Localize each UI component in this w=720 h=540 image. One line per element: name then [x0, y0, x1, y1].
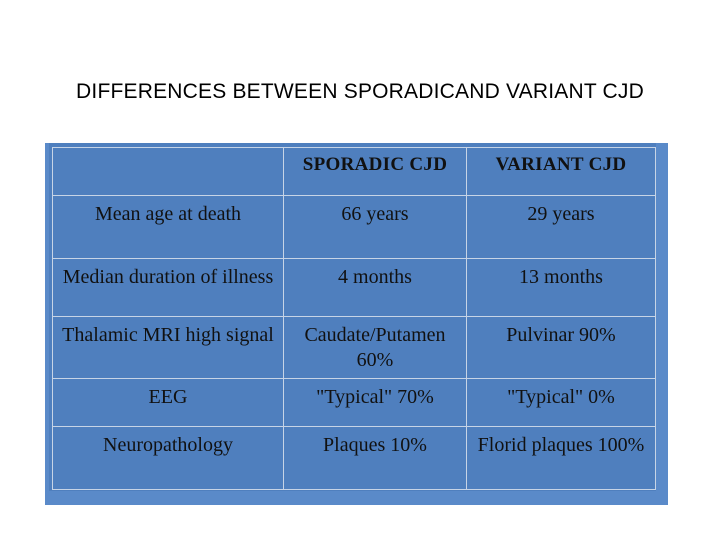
sporadic-cell: 66 years — [284, 196, 467, 259]
feature-cell: Mean age at death — [53, 196, 284, 259]
variant-cell: "Typical" 0% — [467, 379, 656, 427]
header-cell-feature — [53, 148, 284, 196]
panel-edge-left — [45, 143, 49, 505]
table-row — [53, 317, 656, 379]
variant-cell: Pulvinar 90% — [467, 317, 656, 379]
table-header-row — [53, 148, 656, 196]
variant-cell: Florid plaques 100% — [467, 427, 656, 490]
table-row — [53, 427, 656, 490]
table-row — [53, 196, 656, 259]
sporadic-cell: Plaques 10% — [284, 427, 467, 490]
header-cell-sporadic: SPORADIC CJD — [284, 148, 467, 196]
feature-cell: Neuropathology — [53, 427, 284, 490]
feature-cell: Thalamic MRI high signal — [53, 317, 284, 379]
header-cell-variant: VARIANT CJD — [467, 148, 656, 196]
variant-cell: 13 months — [467, 259, 656, 317]
comparison-table — [52, 147, 656, 490]
table-row — [53, 259, 656, 317]
sporadic-cell: 4 months — [284, 259, 467, 317]
table-row — [53, 379, 656, 427]
comparison-table-panel — [45, 143, 668, 505]
sporadic-cell: Caudate/Putamen 60% — [284, 317, 467, 379]
slide-title: DIFFERENCES BETWEEN SPORADICAND VARIANT CJD — [76, 80, 644, 103]
panel-edge-right — [656, 143, 668, 505]
panel-edge-bottom — [45, 491, 668, 505]
feature-cell: EEG — [53, 379, 284, 427]
variant-cell: 29 years — [467, 196, 656, 259]
feature-cell: Median duration of illness — [53, 259, 284, 317]
sporadic-cell: "Typical" 70% — [284, 379, 467, 427]
